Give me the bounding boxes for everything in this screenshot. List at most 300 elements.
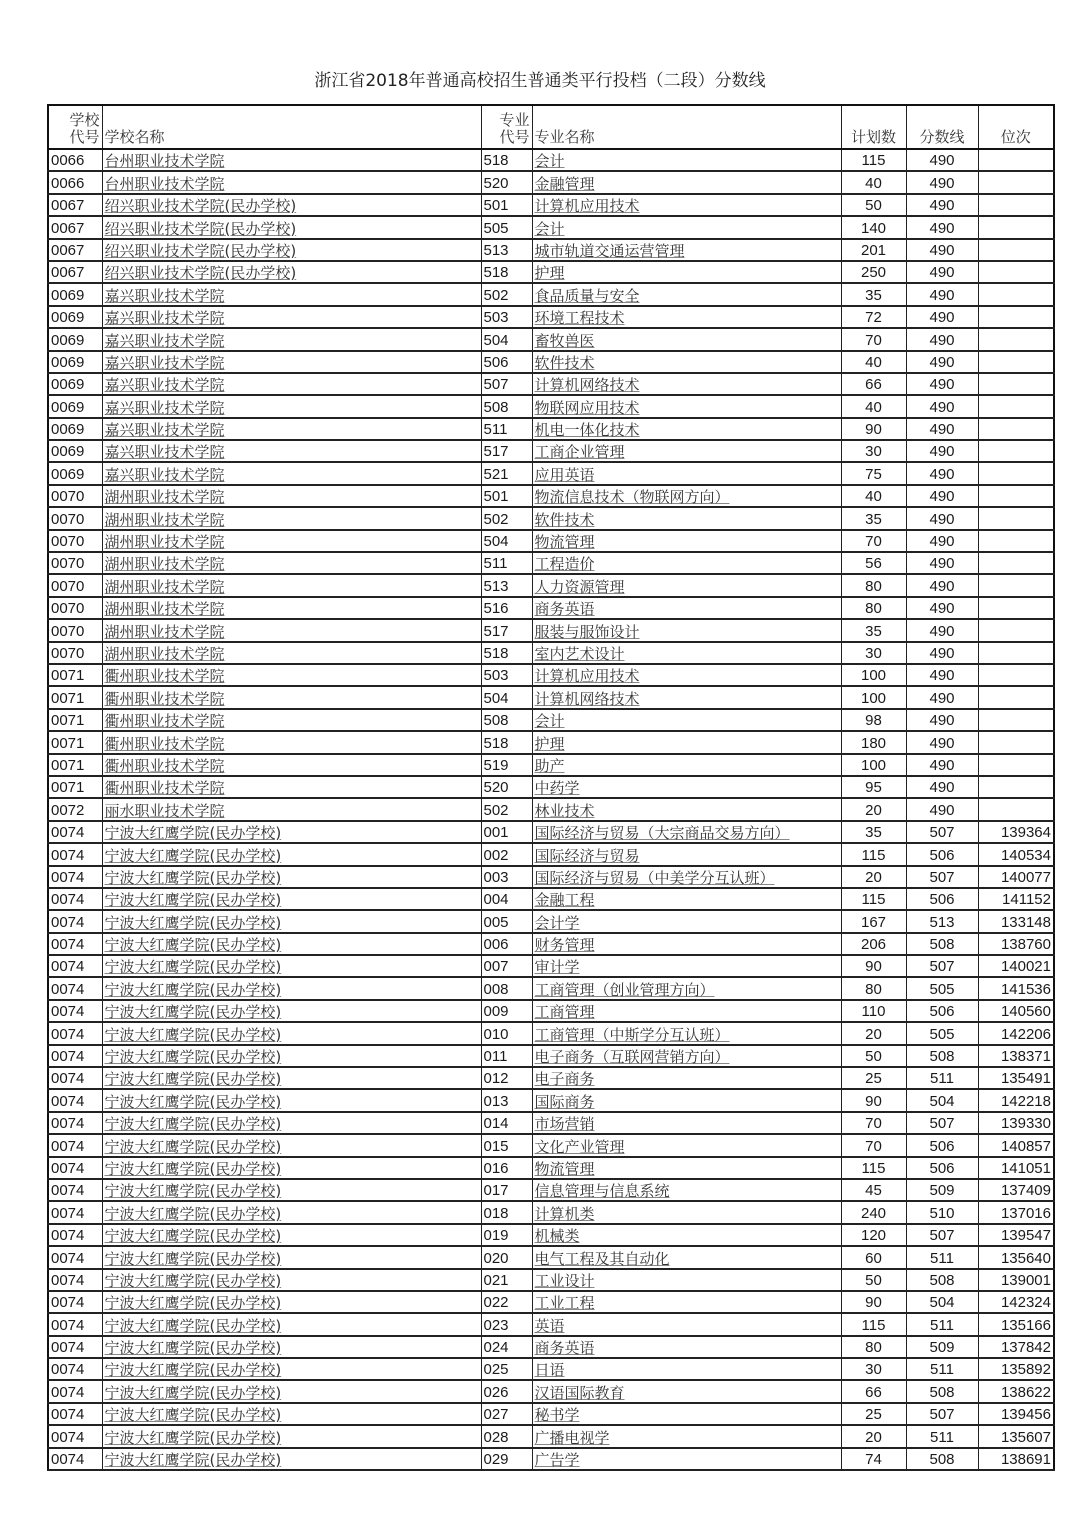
cell-major-name-text: 广告学: [534, 1451, 580, 1470]
table-row: [48, 552, 1054, 574]
cell-school-name: [102, 1224, 481, 1246]
cell-school-name: [102, 910, 481, 932]
cell-major-name: [532, 1000, 841, 1022]
table-row: [48, 306, 1054, 328]
cell-school-code: 0074: [48, 1067, 102, 1089]
cell-major-name: [532, 485, 841, 507]
cell-major-name: [532, 1380, 841, 1402]
cell-score: 490: [906, 574, 978, 596]
cell-major-name: [532, 194, 841, 216]
cell-school-code: 0070: [48, 619, 102, 641]
cell-plan: 40: [841, 171, 906, 193]
cell-plan: 75: [841, 462, 906, 484]
cell-score: 507: [906, 1224, 978, 1246]
cell-major-name-text: 畜牧兽医: [534, 331, 595, 350]
cell-major-name-text: 国际商务: [534, 1092, 595, 1111]
cell-major-name-text: 计算机应用技术: [534, 197, 640, 216]
cell-plan: 74: [841, 1448, 906, 1470]
cell-score: 506: [906, 1000, 978, 1022]
cell-plan: 90: [841, 1291, 906, 1313]
cell-plan: 70: [841, 328, 906, 350]
cell-major-code: 502: [481, 507, 532, 529]
cell-school-name-text: 宁波大红鹰学院(民办学校): [104, 1159, 282, 1178]
cell-rank: 140857: [978, 1134, 1054, 1156]
cell-major-name-text: 会计: [534, 712, 565, 731]
cell-major-name-text: 电气工程及其自动化: [534, 1249, 670, 1268]
table-row: [48, 283, 1054, 305]
cell-school-name-text: 宁波大红鹰学院(民办学校): [104, 1137, 282, 1156]
cell-school-code: 0074: [48, 1089, 102, 1111]
cell-plan: 70: [841, 1134, 906, 1156]
cell-major-code: 513: [481, 574, 532, 596]
table-row: [48, 642, 1054, 664]
cell-major-name: [532, 574, 841, 596]
cell-rank: [978, 597, 1054, 619]
cell-school-name: [102, 216, 481, 238]
cell-school-name-text: 宁波大红鹰学院(民办学校): [104, 868, 282, 887]
cell-school-name-text: 宁波大红鹰学院(民办学校): [104, 1025, 282, 1044]
cell-major-name: [532, 328, 841, 350]
cell-school-code: 0067: [48, 239, 102, 261]
cell-plan: 70: [841, 1112, 906, 1134]
cell-major-code: 507: [481, 373, 532, 395]
cell-score: 511: [906, 1313, 978, 1335]
cell-major-name: [532, 440, 841, 462]
cell-major-code: 024: [481, 1336, 532, 1358]
table-row: [48, 462, 1054, 484]
cell-school-name: [102, 239, 481, 261]
cell-major-name: [532, 239, 841, 261]
header-major-name: 专业名称: [532, 105, 841, 149]
cell-rank: [978, 485, 1054, 507]
cell-school-name: [102, 395, 481, 417]
cell-major-name: [532, 1179, 841, 1201]
cell-major-code: 026: [481, 1380, 532, 1402]
cell-rank: [978, 418, 1054, 440]
cell-school-code: 0074: [48, 1403, 102, 1425]
cell-school-code: 0069: [48, 462, 102, 484]
cell-score: 506: [906, 843, 978, 865]
cell-school-name-text: 宁波大红鹰学院(民办学校): [104, 1092, 282, 1111]
table-row: [48, 664, 1054, 686]
table-row: [48, 239, 1054, 261]
cell-rank: [978, 798, 1054, 820]
cell-major-name-text: 计算机网络技术: [534, 376, 640, 395]
cell-school-name-text: 宁波大红鹰学院(民办学校): [104, 1204, 282, 1223]
cell-major-name: [532, 283, 841, 305]
cell-major-name-text: 电子商务: [534, 1070, 595, 1089]
cell-school-name: [102, 149, 481, 171]
table-row: [48, 776, 1054, 798]
table-row: [48, 910, 1054, 932]
cell-major-name-text: 室内艺术设计: [534, 644, 625, 663]
cell-rank: 137409: [978, 1179, 1054, 1201]
cell-major-name-text: 会计: [534, 152, 565, 171]
table-row: [48, 1112, 1054, 1134]
cell-plan: 30: [841, 440, 906, 462]
cell-rank: [978, 574, 1054, 596]
cell-major-name-text: 汉语国际教育: [534, 1383, 625, 1402]
cell-school-code: 0074: [48, 1380, 102, 1402]
cell-school-name-text: 宁波大红鹰学院(民办学校): [104, 1383, 282, 1402]
cell-school-name: [102, 1045, 481, 1067]
cell-plan: 20: [841, 798, 906, 820]
cell-rank: [978, 552, 1054, 574]
cell-school-code: 0074: [48, 910, 102, 932]
cell-plan: 90: [841, 955, 906, 977]
cell-school-name: [102, 1157, 481, 1179]
cell-major-name-text: 工业工程: [534, 1294, 595, 1313]
cell-school-name-text: 绍兴职业技术学院(民办学校): [104, 264, 297, 283]
cell-major-name: [532, 1067, 841, 1089]
table-row: [48, 1380, 1054, 1402]
cell-plan: 115: [841, 888, 906, 910]
cell-school-name-text: 宁波大红鹰学院(民办学校): [104, 1316, 282, 1335]
cell-score: 506: [906, 888, 978, 910]
cell-school-name: [102, 530, 481, 552]
cell-rank: [978, 776, 1054, 798]
cell-major-code: 504: [481, 530, 532, 552]
cell-school-name: [102, 418, 481, 440]
cell-major-code: 508: [481, 395, 532, 417]
cell-major-name-text: 英语: [534, 1316, 565, 1335]
cell-major-name: [532, 933, 841, 955]
cell-major-code: 516: [481, 597, 532, 619]
cell-major-name: [532, 955, 841, 977]
cell-school-name-text: 嘉兴职业技术学院: [104, 376, 225, 395]
cell-plan: 240: [841, 1201, 906, 1223]
cell-school-code: 0069: [48, 440, 102, 462]
cell-school-name: [102, 351, 481, 373]
cell-school-name-text: 湖州职业技术学院: [104, 533, 225, 552]
table-row: [48, 1089, 1054, 1111]
cell-school-name-text: 衢州职业技术学院: [104, 779, 225, 798]
cell-plan: 95: [841, 776, 906, 798]
cell-rank: [978, 194, 1054, 216]
cell-major-name: [532, 462, 841, 484]
cell-rank: 140560: [978, 1000, 1054, 1022]
cell-major-name: [532, 843, 841, 865]
cell-school-code: 0074: [48, 1448, 102, 1470]
cell-rank: 135166: [978, 1313, 1054, 1335]
cell-school-name-text: 宁波大红鹰学院(民办学校): [104, 1070, 282, 1089]
cell-plan: 72: [841, 306, 906, 328]
cell-major-name-text: 国际经济与贸易: [534, 846, 640, 865]
table-row: [48, 1269, 1054, 1291]
table-row: [48, 1157, 1054, 1179]
table-row: [48, 866, 1054, 888]
table-row: [48, 1045, 1054, 1067]
cell-school-name-text: 嘉兴职业技术学院: [104, 331, 225, 350]
table-header-row: [48, 105, 1054, 149]
cell-major-code: 502: [481, 798, 532, 820]
cell-score: 490: [906, 686, 978, 708]
cell-major-name-text: 工商管理（中斯学分互认班）: [534, 1025, 730, 1044]
cell-major-code: 518: [481, 642, 532, 664]
score-table: [47, 104, 1055, 1471]
cell-school-name: [102, 194, 481, 216]
cell-score: 506: [906, 1134, 978, 1156]
cell-major-code: 017: [481, 1179, 532, 1201]
cell-school-name-text: 湖州职业技术学院: [104, 555, 225, 574]
cell-school-code: 0071: [48, 709, 102, 731]
cell-school-name: [102, 619, 481, 641]
cell-school-code: 0074: [48, 888, 102, 910]
cell-rank: 135491: [978, 1067, 1054, 1089]
cell-major-code: 015: [481, 1134, 532, 1156]
cell-school-name: [102, 1246, 481, 1268]
cell-major-code: 013: [481, 1089, 532, 1111]
cell-major-name: [532, 1022, 841, 1044]
cell-plan: 98: [841, 709, 906, 731]
cell-school-code: 0074: [48, 843, 102, 865]
table-row: [48, 1179, 1054, 1201]
cell-rank: 141051: [978, 1157, 1054, 1179]
cell-school-code: 0069: [48, 395, 102, 417]
cell-rank: 139330: [978, 1112, 1054, 1134]
cell-rank: 138760: [978, 933, 1054, 955]
cell-major-name-text: 应用英语: [534, 465, 595, 484]
cell-school-name: [102, 171, 481, 193]
cell-major-name: [532, 149, 841, 171]
cell-school-name-text: 湖州职业技术学院: [104, 577, 225, 596]
cell-plan: 80: [841, 574, 906, 596]
cell-school-name-text: 宁波大红鹰学院(民办学校): [104, 891, 282, 910]
cell-major-code: 011: [481, 1045, 532, 1067]
table-row: [48, 977, 1054, 999]
cell-school-code: 0074: [48, 1313, 102, 1335]
cell-plan: 115: [841, 1313, 906, 1335]
cell-rank: [978, 686, 1054, 708]
cell-score: 490: [906, 664, 978, 686]
cell-plan: 50: [841, 1269, 906, 1291]
cell-school-name: [102, 1313, 481, 1335]
cell-major-name: [532, 642, 841, 664]
cell-score: 508: [906, 933, 978, 955]
table-row: [48, 955, 1054, 977]
cell-score: 507: [906, 1403, 978, 1425]
cell-major-code: 518: [481, 149, 532, 171]
cell-school-name-text: 台州职业技术学院: [104, 152, 225, 171]
table-row: [48, 149, 1054, 171]
cell-major-name: [532, 261, 841, 283]
cell-school-name-text: 绍兴职业技术学院(民办学校): [104, 197, 297, 216]
cell-school-name: [102, 776, 481, 798]
cell-school-code: 0074: [48, 977, 102, 999]
cell-school-code: 0071: [48, 664, 102, 686]
table-row: [48, 261, 1054, 283]
cell-school-name-text: 宁波大红鹰学院(民办学校): [104, 1428, 282, 1447]
cell-score: 490: [906, 754, 978, 776]
cell-score: 490: [906, 462, 978, 484]
table-row: [48, 395, 1054, 417]
cell-major-name-text: 机电一体化技术: [534, 421, 640, 440]
cell-score: 507: [906, 955, 978, 977]
cell-plan: 40: [841, 485, 906, 507]
cell-school-name-text: 宁波大红鹰学院(民办学校): [104, 958, 282, 977]
cell-school-code: 0071: [48, 731, 102, 753]
cell-score: 490: [906, 552, 978, 574]
cell-school-name-text: 嘉兴职业技术学院: [104, 465, 225, 484]
table-row: [48, 1403, 1054, 1425]
cell-school-name: [102, 1112, 481, 1134]
cell-score: 509: [906, 1179, 978, 1201]
cell-major-name-text: 护理: [534, 734, 565, 753]
cell-school-name: [102, 552, 481, 574]
table-row: [48, 1224, 1054, 1246]
cell-school-name-text: 湖州职业技术学院: [104, 510, 225, 529]
cell-major-name-text: 市场营销: [534, 1115, 595, 1134]
cell-plan: 66: [841, 373, 906, 395]
cell-major-name-text: 物流管理: [534, 533, 595, 552]
cell-score: 490: [906, 328, 978, 350]
cell-plan: 100: [841, 664, 906, 686]
cell-rank: [978, 239, 1054, 261]
table-row: [48, 686, 1054, 708]
cell-school-name: [102, 261, 481, 283]
cell-major-name-text: 工商企业管理: [534, 443, 625, 462]
header-major-code: [481, 105, 532, 149]
cell-major-code: 504: [481, 328, 532, 350]
cell-school-name: [102, 664, 481, 686]
cell-major-name-text: 商务英语: [534, 600, 595, 619]
cell-major-code: 511: [481, 418, 532, 440]
cell-score: 490: [906, 194, 978, 216]
cell-school-name: [102, 1425, 481, 1447]
cell-rank: [978, 530, 1054, 552]
cell-school-name: [102, 283, 481, 305]
cell-school-name-text: 丽水职业技术学院: [104, 801, 225, 820]
cell-rank: [978, 395, 1054, 417]
header-rank: 位次: [978, 105, 1054, 149]
cell-rank: [978, 283, 1054, 305]
cell-school-name: [102, 709, 481, 731]
cell-school-code: 0074: [48, 1112, 102, 1134]
cell-major-name-text: 国际经济与贸易（大宗商品交易方向）: [534, 824, 790, 843]
cell-school-name: [102, 1089, 481, 1111]
cell-plan: 35: [841, 507, 906, 529]
cell-rank: 142324: [978, 1291, 1054, 1313]
cell-rank: 138691: [978, 1448, 1054, 1470]
cell-plan: 80: [841, 597, 906, 619]
cell-major-name: [532, 821, 841, 843]
cell-major-name-text: 信息管理与信息系统: [534, 1182, 670, 1201]
cell-score: 510: [906, 1201, 978, 1223]
cell-major-name-text: 护理: [534, 264, 565, 283]
cell-major-name: [532, 776, 841, 798]
cell-major-name: [532, 216, 841, 238]
cell-major-code: 004: [481, 888, 532, 910]
cell-school-name: [102, 731, 481, 753]
cell-school-code: 0069: [48, 283, 102, 305]
cell-major-name-text: 金融管理: [534, 174, 595, 193]
table-row: [48, 1246, 1054, 1268]
header-school-code-line1: 学校: [69, 111, 100, 129]
cell-major-name-text: 食品质量与安全: [534, 286, 640, 305]
cell-school-name-text: 衢州职业技术学院: [104, 712, 225, 731]
cell-school-name-text: 宁波大红鹰学院(民办学校): [104, 1451, 282, 1470]
cell-major-name-text: 电子商务（互联网营销方向）: [534, 1048, 730, 1067]
cell-rank: 138371: [978, 1045, 1054, 1067]
cell-major-code: 520: [481, 171, 532, 193]
table-row: [48, 933, 1054, 955]
cell-plan: 50: [841, 1045, 906, 1067]
cell-major-name-text: 国际经济与贸易（中美学分互认班）: [534, 868, 775, 887]
cell-school-code: 0071: [48, 776, 102, 798]
cell-school-name-text: 衢州职业技术学院: [104, 756, 225, 775]
cell-major-name-text: 工程造价: [534, 555, 595, 574]
cell-rank: [978, 731, 1054, 753]
cell-school-name: [102, 1179, 481, 1201]
cell-rank: 139547: [978, 1224, 1054, 1246]
cell-major-code: 025: [481, 1358, 532, 1380]
cell-rank: [978, 462, 1054, 484]
cell-score: 490: [906, 619, 978, 641]
cell-major-code: 005: [481, 910, 532, 932]
cell-major-name-text: 日语: [534, 1361, 565, 1380]
cell-school-code: 0074: [48, 1291, 102, 1313]
cell-school-name-text: 宁波大红鹰学院(民办学校): [104, 1003, 282, 1022]
cell-plan: 56: [841, 552, 906, 574]
cell-major-code: 001: [481, 821, 532, 843]
cell-score: 505: [906, 1022, 978, 1044]
cell-school-name: [102, 574, 481, 596]
cell-school-name-text: 宁波大红鹰学院(民办学校): [104, 1048, 282, 1067]
cell-rank: 140021: [978, 955, 1054, 977]
cell-major-code: 513: [481, 239, 532, 261]
cell-major-code: 503: [481, 306, 532, 328]
cell-school-name: [102, 686, 481, 708]
cell-major-name: [532, 373, 841, 395]
cell-major-name: [532, 1089, 841, 1111]
table-row: [48, 1134, 1054, 1156]
cell-score: 490: [906, 440, 978, 462]
table-row: [48, 373, 1054, 395]
cell-school-name-text: 台州职业技术学院: [104, 174, 225, 193]
cell-school-code: 0069: [48, 373, 102, 395]
cell-score: 490: [906, 507, 978, 529]
cell-major-code: 511: [481, 552, 532, 574]
cell-school-code: 0074: [48, 1246, 102, 1268]
cell-major-code: 012: [481, 1067, 532, 1089]
cell-major-code: 501: [481, 194, 532, 216]
header-school-code-line2: 代号: [69, 128, 100, 146]
cell-major-code: 517: [481, 440, 532, 462]
cell-rank: 139364: [978, 821, 1054, 843]
cell-school-code: 0074: [48, 1425, 102, 1447]
cell-major-code: 028: [481, 1425, 532, 1447]
cell-major-name-text: 城市轨道交通运营管理: [534, 241, 685, 260]
cell-major-name: [532, 1224, 841, 1246]
cell-plan: 66: [841, 1380, 906, 1402]
table-row: [48, 821, 1054, 843]
cell-major-code: 008: [481, 977, 532, 999]
cell-score: 490: [906, 597, 978, 619]
cell-plan: 100: [841, 686, 906, 708]
cell-school-code: 0070: [48, 574, 102, 596]
cell-major-name-text: 人力资源管理: [534, 577, 625, 596]
cell-plan: 20: [841, 1022, 906, 1044]
cell-score: 490: [906, 709, 978, 731]
table-row: [48, 171, 1054, 193]
cell-major-code: 520: [481, 776, 532, 798]
table-row: [48, 418, 1054, 440]
cell-school-name-text: 宁波大红鹰学院(民办学校): [104, 846, 282, 865]
cell-school-name: [102, 1448, 481, 1470]
cell-school-code: 0074: [48, 1269, 102, 1291]
cell-school-name: [102, 306, 481, 328]
cell-school-name: [102, 507, 481, 529]
